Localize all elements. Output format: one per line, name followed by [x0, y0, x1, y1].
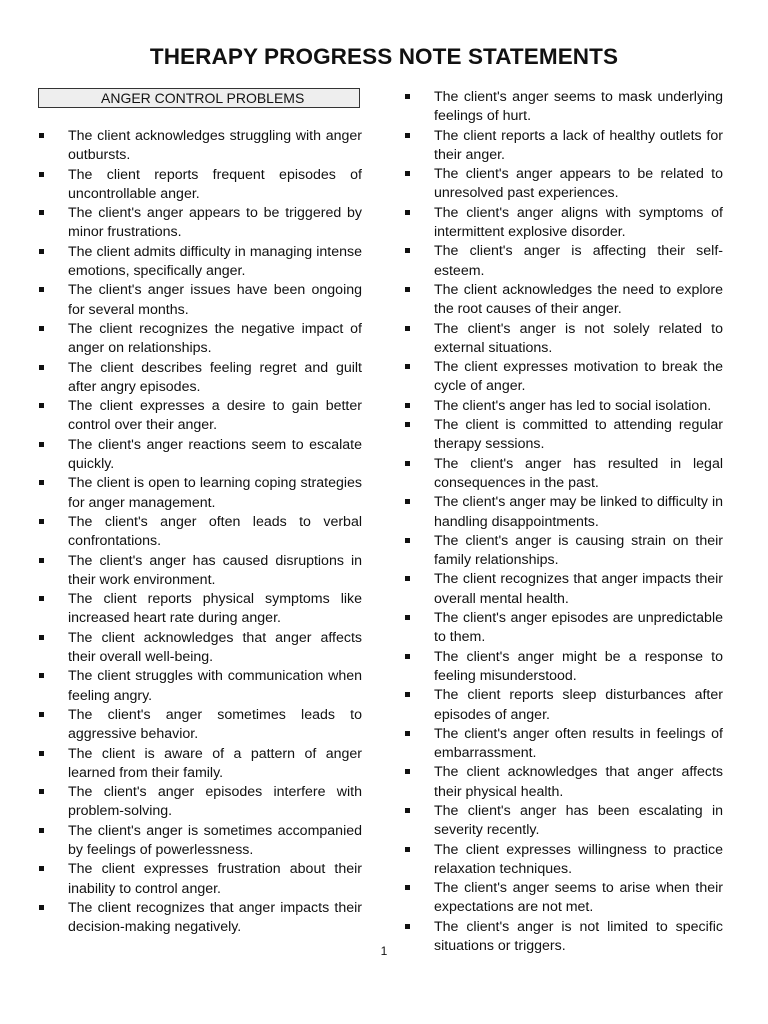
square-bullet-icon — [39, 712, 44, 717]
square-bullet-icon — [405, 499, 410, 504]
square-bullet-icon — [39, 905, 44, 910]
statement-item — [404, 165, 723, 204]
statement-text: The client's anger seems to arise when their expectations are not met. — [434, 880, 723, 916]
square-bullet-icon — [405, 364, 410, 369]
statement-item — [38, 127, 362, 166]
statement-text: The client's anger aligns with symptoms of intermittent explosive disorder. — [434, 204, 723, 241]
statement-text: The client's anger is affecting their self-esteem. — [434, 243, 723, 279]
statement-text: The client's anger seems to mask underlying feelings of hurt. — [434, 89, 723, 125]
statement-item — [404, 416, 723, 455]
statement-item — [38, 204, 362, 243]
square-bullet-icon — [405, 403, 410, 408]
square-bullet-icon — [405, 287, 410, 292]
statement-item — [404, 397, 723, 416]
square-bullet-icon — [39, 673, 44, 678]
square-bullet-icon — [405, 133, 410, 138]
statement-text: The client's anger appears to be related to unresolved past experiences. — [434, 166, 723, 202]
square-bullet-icon — [405, 326, 410, 331]
square-bullet-icon — [39, 866, 44, 871]
statement-item — [38, 590, 362, 629]
statement-text: The client acknowledges that anger affects their overall well-being. — [68, 629, 362, 666]
square-bullet-icon — [405, 924, 410, 929]
statement-text: The client admits difficulty in managing intense emotions, specifically anger. — [68, 243, 362, 280]
statement-item — [38, 860, 362, 899]
statement-item — [404, 570, 723, 609]
statement-text: The client's anger has led to social isolation. — [434, 397, 712, 414]
statement-item — [38, 436, 362, 475]
statement-item — [38, 474, 362, 513]
statement-text: The client expresses a desire to gain better control over their anger. — [68, 398, 362, 434]
square-bullet-icon — [405, 731, 410, 736]
statement-text: The client's anger may be linked to difficulty in handling disappointments. — [434, 494, 723, 530]
statement-item — [404, 204, 723, 243]
statement-item — [38, 359, 362, 398]
square-bullet-icon — [39, 519, 44, 524]
square-bullet-icon — [39, 249, 44, 254]
statement-text: The client recognizes that anger impacts their overall mental health. — [434, 571, 723, 607]
square-bullet-icon — [39, 326, 44, 331]
statement-item — [404, 455, 723, 494]
statement-item — [38, 629, 362, 668]
statement-text: The client's anger is causing strain on their family relationships. — [434, 532, 723, 569]
statement-text: The client's anger often results in feelings of embarrassment. — [434, 725, 723, 762]
statement-text: The client reports physical symptoms like increased heart rate during anger. — [68, 591, 362, 627]
statement-text: The client's anger is sometimes accompanied by feelings of powerlessness. — [68, 822, 362, 858]
statement-item — [38, 706, 362, 745]
statement-text: The client's anger issues have been ongoing for several months. — [68, 282, 362, 318]
statement-item — [38, 320, 362, 359]
statement-text: The client expresses frustration about their inability to control anger. — [68, 861, 362, 897]
statement-text: The client recognizes the negative impact of anger on relationships. — [68, 320, 362, 357]
square-bullet-icon — [405, 248, 410, 253]
page-number: 1 — [380, 944, 388, 958]
statement-item — [404, 609, 723, 648]
statement-text: The client is committed to attending regular therapy sessions. — [434, 417, 723, 453]
statement-text: The client's anger has resulted in legal consequences in the past. — [434, 455, 723, 491]
square-bullet-icon — [405, 769, 410, 774]
statement-item — [404, 242, 723, 281]
statement-item — [38, 166, 362, 205]
statement-text: The client is open to learning coping strategies for anger management. — [68, 475, 362, 511]
statement-text: The client's anger is not limited to specific situations or triggers. — [434, 918, 723, 955]
square-bullet-icon — [405, 171, 410, 176]
statement-text: The client acknowledges the need to explore the root causes of their anger. — [434, 281, 723, 318]
square-bullet-icon — [39, 403, 44, 408]
statement-text: The client reports frequent episodes of uncontrollable anger. — [68, 166, 362, 202]
square-bullet-icon — [405, 692, 410, 697]
statement-text: The client acknowledges that anger affects their physical health. — [434, 764, 723, 800]
square-bullet-icon — [405, 210, 410, 215]
square-bullet-icon — [39, 828, 44, 833]
square-bullet-icon — [39, 365, 44, 370]
statement-item — [38, 552, 362, 591]
statement-item — [404, 88, 723, 127]
statement-text: The client's anger is not solely related to external situations. — [434, 320, 723, 356]
statement-text: The client describes feeling regret and guilt after angry episodes. — [68, 359, 362, 395]
square-bullet-icon — [39, 596, 44, 601]
statement-text: The client expresses willingness to practice relaxation techniques. — [434, 841, 723, 877]
statement-text: The client is aware of a pattern of anger learned from their family. — [68, 745, 362, 781]
square-bullet-icon — [39, 558, 44, 563]
statement-item — [404, 493, 723, 532]
statement-text: The client's anger has caused disruptions in their work environment. — [68, 552, 362, 588]
square-bullet-icon — [405, 808, 410, 813]
statement-text: The client's anger episodes are unpredictable to them. — [434, 610, 723, 646]
square-bullet-icon — [39, 172, 44, 177]
square-bullet-icon — [39, 751, 44, 756]
statement-item — [38, 822, 362, 861]
statement-item — [38, 745, 362, 784]
square-bullet-icon — [39, 287, 44, 292]
square-bullet-icon — [405, 885, 410, 890]
square-bullet-icon — [405, 538, 410, 543]
statement-item — [404, 281, 723, 320]
square-bullet-icon — [405, 94, 410, 99]
statement-text: The client struggles with communication when feeling angry. — [68, 668, 362, 704]
statement-item — [404, 320, 723, 359]
square-bullet-icon — [405, 576, 410, 581]
statement-item — [404, 648, 723, 687]
page-title: THERAPY PROGRESS NOTE STATEMENTS — [149, 44, 619, 69]
right-statement-list — [404, 88, 723, 956]
statement-text: The client's anger sometimes leads to aggressive behavior. — [68, 706, 362, 743]
statement-item — [404, 802, 723, 841]
statement-item — [38, 667, 362, 706]
statement-item — [404, 358, 723, 397]
statement-text: The client expresses motivation to break the cycle of anger. — [434, 359, 723, 395]
statement-item — [404, 879, 723, 918]
statement-item — [404, 763, 723, 802]
statement-text: The client's anger appears to be triggered by minor frustrations. — [68, 205, 362, 241]
square-bullet-icon — [39, 133, 44, 138]
statement-item — [38, 281, 362, 320]
statement-text: The client's anger might be a response to feeling misunderstood. — [434, 648, 723, 684]
square-bullet-icon — [39, 442, 44, 447]
statement-text: The client recognizes that anger impacts their decision-making negatively. — [68, 899, 362, 936]
statement-item — [38, 243, 362, 282]
statement-item — [404, 532, 723, 571]
statement-item — [404, 725, 723, 764]
left-statement-list — [38, 127, 362, 937]
square-bullet-icon — [39, 480, 44, 485]
square-bullet-icon — [39, 789, 44, 794]
statement-text: The client's anger often leads to verbal confrontations. — [68, 513, 362, 550]
statement-text: The client's anger has been escalating in severity recently. — [434, 802, 723, 839]
square-bullet-icon — [405, 847, 410, 852]
statement-item — [404, 127, 723, 166]
statement-item — [38, 397, 362, 436]
section-heading-box: ANGER CONTROL PROBLEMS — [38, 88, 360, 108]
square-bullet-icon — [39, 635, 44, 640]
square-bullet-icon — [39, 210, 44, 215]
statement-text: The client's anger episodes interfere with problem-solving. — [68, 784, 362, 820]
square-bullet-icon — [405, 422, 410, 427]
square-bullet-icon — [405, 654, 410, 659]
statement-text: The client acknowledges struggling with anger outbursts. — [68, 128, 362, 164]
statement-text: The client reports a lack of healthy outlets for their anger. — [434, 127, 723, 163]
statement-item — [404, 841, 723, 880]
statement-text: The client's anger reactions seem to escalate quickly. — [68, 436, 362, 473]
statement-item — [38, 899, 362, 938]
statement-item — [38, 783, 362, 822]
square-bullet-icon — [405, 461, 410, 466]
statement-item — [38, 513, 362, 552]
square-bullet-icon — [405, 615, 410, 620]
statement-text: The client reports sleep disturbances after episodes of anger. — [434, 687, 723, 723]
statement-item — [404, 686, 723, 725]
